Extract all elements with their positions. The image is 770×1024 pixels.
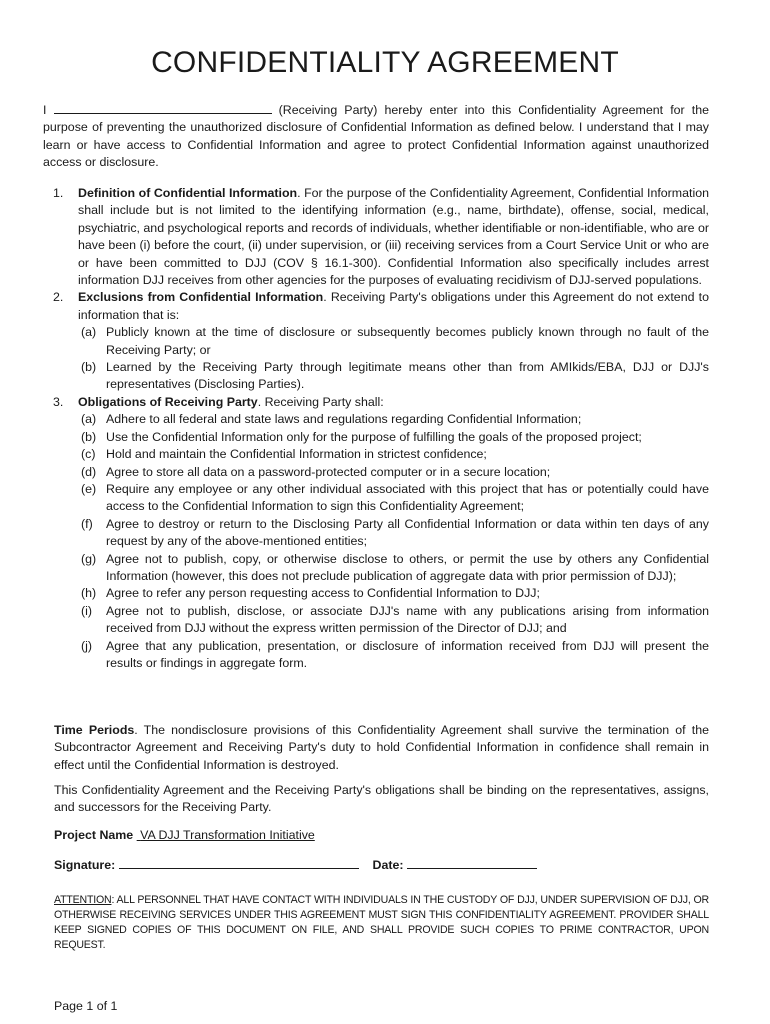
- sub-item-text: Publicly known at the time of disclosure or subsequently becomes publicly known through no fault of the Receiving Party; or: [106, 325, 709, 357]
- sub-item: [81, 446, 709, 463]
- sub-item-letter: (d): [81, 464, 97, 479]
- sub-item-letter: (f): [81, 516, 93, 531]
- sub-item-letter: (h): [81, 586, 97, 601]
- time-periods-heading: Time Periods: [54, 723, 135, 737]
- time-periods-text: . The nondisclosure provisions of this Confidentiality Agreement shall survive the termination of the Subcontractor Agreement and Receiving Party's duty to hold Confidential Information in confidence shall remain in effect until the Confidential Information is destroyed.: [54, 723, 709, 772]
- sub-item: [81, 551, 709, 586]
- date-field[interactable]: [407, 856, 537, 869]
- sub-item: [81, 464, 709, 481]
- sub-item-text: Hold and maintain the Confidential Information in strictest confidence;: [106, 447, 487, 462]
- intro-text: (Receiving Party) hereby enter into this Confidentiality Agreement for the purpose of preventing the unauthorized disclosure of Confidential Information as defined below. I understand that I may learn or have access to Confidential Information and agree to protect Confidential Information against unauthorized access or disclosure.: [43, 103, 709, 170]
- sub-item-letter: (b): [81, 360, 97, 375]
- list-item-2: [43, 289, 709, 393]
- sub-item-text: Agree to refer any person requesting access to Confidential Information to DJJ;: [106, 586, 540, 601]
- sub-item-text: Agree not to publish, copy, or otherwise disclose to others, or permit the use by others any Confidential Information (however, this does not preclude publication of aggregate data with prior permission of DJJ);: [106, 551, 709, 583]
- sub-item: [81, 324, 709, 359]
- attention-notice: [54, 893, 709, 953]
- page-number: Page 1 of 1: [54, 999, 118, 1013]
- list-item-1: [43, 185, 709, 289]
- list-item-number: 2.: [53, 290, 64, 305]
- sub-item-text: Agree not to publish, disclose, or associate DJJ's name with any publications arising from information received from DJJ without the express written permission of the Director of DJJ; and: [106, 603, 709, 636]
- sub-item: [81, 411, 709, 428]
- project-name-value: VA DJJ Transformation Initiative: [140, 828, 315, 842]
- sub-item-letter: (g): [81, 551, 97, 566]
- sub-item-text: Learned by the Receiving Party through legitimate means other than from AMIkids/EBA, DJJ or DJJ's representatives (Disclosing Parties).: [106, 360, 709, 392]
- page-title: CONFIDENTIALITY AGREEMENT: [151, 46, 619, 79]
- sub-item-letter: (c): [81, 447, 96, 462]
- sub-item-text: Use the Confidential Information only for the purpose of fulfilling the goals of the proposed project;: [106, 429, 642, 444]
- sub-item-text: Agree that any publication, presentation, or disclosure of information received from DJJ will present the results or findings in aggregate form.: [106, 638, 709, 670]
- intro-paragraph: [43, 101, 709, 172]
- sub-item-letter: (i): [81, 603, 93, 618]
- numbered-list: [43, 185, 709, 672]
- list-item-text: . Receiving Party shall:: [257, 394, 384, 409]
- sub-item-letter: (a): [81, 412, 97, 427]
- receiving-party-name-field[interactable]: [54, 101, 272, 114]
- project-name-line: [54, 827, 709, 844]
- sub-item-text: Adhere to all federal and state laws and regulations regarding Confidential Information;: [106, 412, 582, 427]
- binding-paragraph: This Confidentiality Agreement and the Receiving Party's obligations shall be binding on the representatives, assigns, and successors for the Receiving Party.: [54, 783, 709, 815]
- intro-prefix: I: [43, 103, 47, 117]
- sub-item: [81, 638, 709, 673]
- sub-item-letter: (j): [81, 638, 93, 653]
- sub-item: [81, 585, 709, 602]
- project-name-label: Project Name: [54, 828, 134, 842]
- sub-item-text: Agree to store all data on a password-protected computer or in a secure location;: [106, 464, 551, 479]
- list-item-3: [43, 394, 709, 673]
- list-item-heading: Exclusions from Confidential Information: [78, 290, 324, 305]
- sub-item-letter: (a): [81, 325, 97, 340]
- signature-field[interactable]: [119, 856, 359, 869]
- sub-item-letter: (b): [81, 429, 97, 444]
- list-item-heading: Definition of Confidential Information: [78, 186, 298, 200]
- signature-line: [54, 856, 709, 874]
- sub-item: [81, 481, 709, 516]
- attention-text: : ALL PERSONNEL THAT HAVE CONTACT WITH INDIVIDUALS IN THE CUSTODY OF DJJ, UNDER SUPERVISION OF DJJ, OR OTHERWISE RECEIVING SERVICES UNDER THIS AGREEMENT MUST SIGN THIS CONFIDENTIALITY AGREEMENT. PROVIDER SHALL KEEP SIGNED COPIES OF THIS DOCUMENT ON FILE, AND SHALL PROVIDE SUCH COPIES TO PRIME CONTRACTOR, UPON REQUEST.: [54, 894, 709, 951]
- sub-item-letter: (e): [81, 481, 97, 496]
- list-item-text: . For the purpose of the Confidentiality Agreement, Confidential Information shall include but is not limited to the identifying information (e.g., name, birthdate), offense, social, medical, psychiatric, and psychological reports and records of individuals, whether identifiable or non-identifiable, who are or have been (i) before the court, (ii) under supervision, or (iii) receiving services from a Court Service Unit or who are or have been committed to DJJ (COV § 16.1-300). Confidential Information also specifically includes arrest information DJJ receives from other agencies for the purposes of evaluating recidivism of DJJ-served populations.: [78, 186, 709, 288]
- sub-item-text: Agree to destroy or return to the Disclosing Party all Confidential Information or data within ten days of any request by any of the above-mentioned entities;: [106, 516, 709, 549]
- list-item-heading: Obligations of Receiving Party: [78, 394, 258, 409]
- sub-list: [81, 324, 709, 394]
- sub-item-text: Require any employee or any other individual associated with this project that has or potentially could have access to the Confidential Information to sign this Confidentiality Agreement;: [106, 481, 709, 514]
- list-item-text: . Receiving Party's obligations under this Agreement do not extend to information that is:: [78, 290, 709, 322]
- list-item-number: 3.: [53, 394, 64, 409]
- attention-label: ATTENTION: [54, 894, 112, 906]
- time-periods-paragraph: [54, 722, 709, 774]
- date-label: Date:: [372, 858, 404, 872]
- list-item-number: 1.: [53, 186, 64, 200]
- sub-item: [81, 516, 709, 551]
- sub-item: [81, 603, 709, 638]
- signature-label: Signature:: [54, 858, 116, 872]
- sub-item: [81, 359, 709, 394]
- sub-item: [81, 429, 709, 446]
- sub-list: [81, 411, 709, 672]
